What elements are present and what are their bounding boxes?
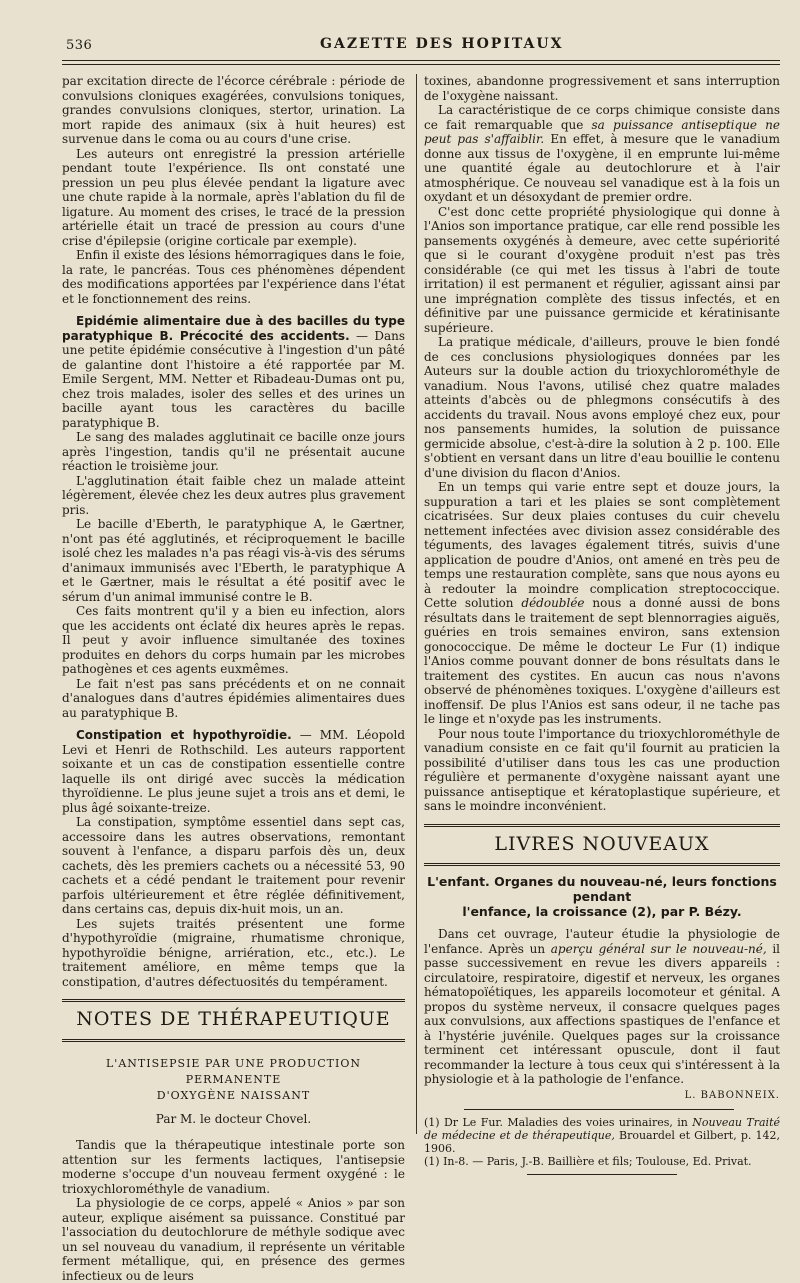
text-run: En effet, à mesure que le vanadium donne aux tissus de l'oxygène, il en emprunte lui-même une quantité égale au deutochlorure et à l'air atmosphérique. Ce nouveau sel vanadique est à la fois un oxydant et un désoxydant de premier ordre. [424,132,780,204]
left-column [62,74,405,1283]
review-signature: L. BABONNEIX. [684,1089,780,1101]
paragraph: Les sujets traités présentent une forme d'hypothyroïdie (migraine, rhumatisme chronique, hypothyroïdie bénigne, arriération, etc., etc.). Le traitement améliore, en même temps que la constipation, d'autres défectuosités du tempérament. [62,916,405,989]
paragraph: Pour nous toute l'importance du trioxychlorométhyle de vanadium consiste en ce fait qu'il fournit au praticien la possibilité d'utiliser dans tous les cas une production régulière et permanente d'oxygène naissant ayant une puissance antiseptique et kératoplastique supérieure, et sans le moindre inconvénient. [424,726,780,813]
end-ornament [527,1174,677,1177]
section-title: LIVRES NOUVEAUX [494,832,710,855]
text-run: En un temps qui varie entre sept et douze jours, la suppuration a tari et les plaies se sont complètement cicatrisées. Sur deux plaies contuses du cuir chevelu nettement infectées avec division assez considérable des téguments, des lavages également titrés, suivis d'une application de poudre d'Anios, ont amené en très peu de temps une restauration complète, sans que nous ayons eu à redouter la moindre complication streptococcique. Cette solution [424,480,780,610]
article-title-line: D'OXYGÈNE NAISSANT [156,1088,311,1102]
footnote [424,1116,780,1155]
footnote: (1) In-8. — Paris, J.-B. Baillière et fils; Toulouse, Ed. Privat. [424,1155,752,1168]
paragraph: Tandis que la thérapeutique intestinale porte son attention sur les ferments lactiques, l'antisepsie moderne s'occupe d'un nouveau ferment oxygéné : le trioxychlorométhyle de vanadium. [62,1138,405,1196]
column-divider [416,74,417,1134]
page-number: 536 [66,38,93,53]
italic-run: aperçu général sur le nouveau-né, [550,941,767,956]
constipation-heading: Constipation et hypothyroïdie. [76,728,292,742]
constipation-text: — MM. Léopold Levi et Henri de Rothschild. Les auteurs rapportent soixante et un cas de constipation essentielle contre laquelle ils ont dirigé avec succès la médication thyroïdienne. Le plus jeune sujet a trois ans et demi, le plus âgé soixante-treize. [62,728,405,815]
header-rule [62,60,780,65]
text-run: il passe successivement en revue les divers appareils : circulatoire, respiratoire, digestif et nerveux, les organes hématopoïétiques, les appareils locomoteur et génital. A propos du système nerveux, il consacre quelques pages aux convulsions, aux affections spastiques de l'enfance et à l'hystérie juvénile. Quelques pages sur la croissance terminent cet intéressant opuscule, dont il faut recommander la lecture à tous ceux qui s'intéressent à la physiologie et à la pathologie de l'enfance. [424,941,780,1086]
review-title-line: L'enfant. Organes du nouveau-né, leurs fonctions pendant [427,874,777,904]
paragraph: par excitation directe de l'écorce cérébrale : période de convulsions cloniques exagérées, convulsions toniques, grandes convulsions cloniques, stertor, urination. La mort rapide des animaux (six à huit heures) est survenue dans le coma ou au cours d'une crise. [62,74,405,146]
paragraph: Le fait n'est pas sans précédents et on ne connait d'analogues dans d'autres épidémies alimentaires dues au paratyphique B. [62,676,405,720]
paragraph: Ces faits montrent qu'il y a bien eu infection, alors que les accidents ont éclaté dix heures après le repas. Il peut y avoir influence simultanée des toxines produites en dehors du corps humain par les microbes pathogènes et ces agents euxmêmes. [62,604,405,676]
text-run: Brouardel et Gilbert, p. 142, 1906. [424,1129,780,1155]
paragraph: C'est donc cette propriété physiologique qui donne à l'Anios son importance pratique, car elle rend possible les pansements oxygénés à demeure, avec cette supériorité que si le courant d'oxygène produit n'est pas très considérable (ce qui met les tissus à l'abri de toute irritation) il est permanent et régulier, agissant ainsi par une imprégnation complète des tissus infectés, et en définitive par une puissance germicide et kératinisante supérieure. [424,204,780,335]
footnote-rule [464,1109,734,1110]
paragraph-constipation [62,728,405,815]
italic-run: dédoublée [521,596,585,610]
paragraph: Enfin il existe des lésions hémorragiques dans le foie, la rate, le pancréas. Tous ces phénomènes dépendent des modifications apportées par l'expérience dans l'état et le fonctionnement des reins. [62,248,405,306]
text-run: (1) Dr Le Fur. Maladies des voies urinaires, in [424,1116,693,1129]
paragraph: La constipation, symptôme essentiel dans sept cas, accessoire dans les autres observations, remontant souvent à l'enfance, a disparu parfois dès un, deux cachets, dès les premiers cachets ou a nécessité 53, 90 cachets et a cédé pendant le traitement pour revenir parfois ultérieurement et être réglée définitivement, dans certains cas, depuis dix-huit mois, un an. [62,815,405,916]
paragraph: L'agglutination était faible chez un malade atteint légèrement, élevée chez les deux autres plus gravement pris. [62,473,405,517]
paragraph: Le sang des malades agglutinait ce bacille onze jours après l'ingestion, tandis qu'il ne présentait aucune réaction le troisième jour. [62,430,405,473]
text-run: La caractéristique de ce corps chimique consiste dans ce fait remarquable que [424,103,780,132]
epidemic-text: — Dans une petite épidémie consécutive à l'ingestion d'un pâté de galantine dont l'histoire a été rapportée par M. Emile Sergent, MM. Netter et Ribadeau-Dumas ont pu, chez trois malades, isoler des selles et des urines un bacille ayant tous les caractères du bacille paratyphique B. [62,328,405,430]
italic-run: sa puissance antiseptique ne peut pas s'affaiblir. [424,117,781,146]
paragraph-epidemic [62,314,405,430]
section-title: NOTES DE THÉRAPEUTIQUE [76,1008,391,1030]
right-column [424,74,780,1177]
epidemic-heading: Epidémie alimentaire due à des bacilles du type paratyphique B. Précocité des accidents. [62,314,405,343]
paragraph: toxines, abandonne progressivement et sans interruption de l'oxygène naissant. [424,74,780,103]
paragraph: La physiologie de ce corps, appelé « Anios » par son auteur, explique aisément sa puissance. Constitué par l'association du deutochlorure de méthyle sodique avec un sel nouveau du vanadium, il représente un véritable ferment métallique, qui, en présence des germes infectieux ou de leurs [62,1196,405,1283]
paragraph: Le bacille d'Eberth, le paratyphique A, le Gærtner, n'ont pas été agglutinés, et réciproquement le bacille isolé chez les malades n'a pas réagi vis-à-vis des sérums d'animaux immunisés avec l'Eberth, le paratyphique A et le Gærtner, mais le résultat a été positif avec le sérum d'un animal immunisé contre le B. [62,517,405,604]
text-run: Dans cet ouvrage, l'auteur étudie la physiologie de l'enfance. Après un [424,927,780,956]
review-paragraph [424,927,780,1087]
article-title [62,1056,405,1104]
paragraph [424,103,780,205]
livres-section-header [424,824,780,867]
text-run: nous a donné aussi de bons résultats dans le traitement de sept blennorragies aiguës, guéries en trois semaines environ, sans extension gonococcique. De même le docteur Le Fur (1) indique l'Anios comme pouvant donner de bons résultats dans le traitement des cystites. En aucun cas nous n'avons observé de phénomènes toxiques. L'oxygène d'ailleurs est inoffensif. De plus l'Anios est sans odeur, il ne tache pas le linge et n'oxyde pas les instruments. [424,596,780,726]
running-head: GAZETTE DES HOPITAUX [320,36,564,52]
review-title [424,874,780,919]
article-byline: Par M. le docteur Chovel. [155,1111,312,1126]
paragraph: La pratique médicale, d'ailleurs, prouve le bien fondé de ces conclusions physiologiques données par les Auteurs sur la double action du trioxychlorométhyle de vanadium. Nous l'avons, utilisé chez quatre malades atteints d'abcès ou de phlegmons consécutifs à des accidents du travail. Nous avons employé chez eux, pour nos pansements humides, la solution de puissance germicide absolue, c'est-à-dire la solution à 2 p. 100. Elle s'obtient en versant dans un litre d'eau bouillie le contenu d'une division du flacon d'Anios. [424,335,780,480]
review-title-line: l'enfance, la croissance (2), par P. Bézy. [462,904,742,919]
article-title-line: L'ANTISEPSIE PAR UNE PRODUCTION PERMANENTE [105,1056,362,1086]
italic-run: Nouveau Traité de médecine et de thérapeutique, [424,1116,781,1142]
notes-section-header [62,999,405,1042]
paragraph [424,480,780,727]
paragraph: Les auteurs ont enregistré la pression artérielle pendant toute l'expérience. Ils ont constaté une pression un peu plus élevée pendant la ligature avec une chute rapide à la normale, après l'ablation du fil de ligature. Au moment des crises, le tracé de la pression artérielle était un tracé de pression au cours d'une crise d'épilepsie (origine corticale par exemple). [62,146,405,248]
